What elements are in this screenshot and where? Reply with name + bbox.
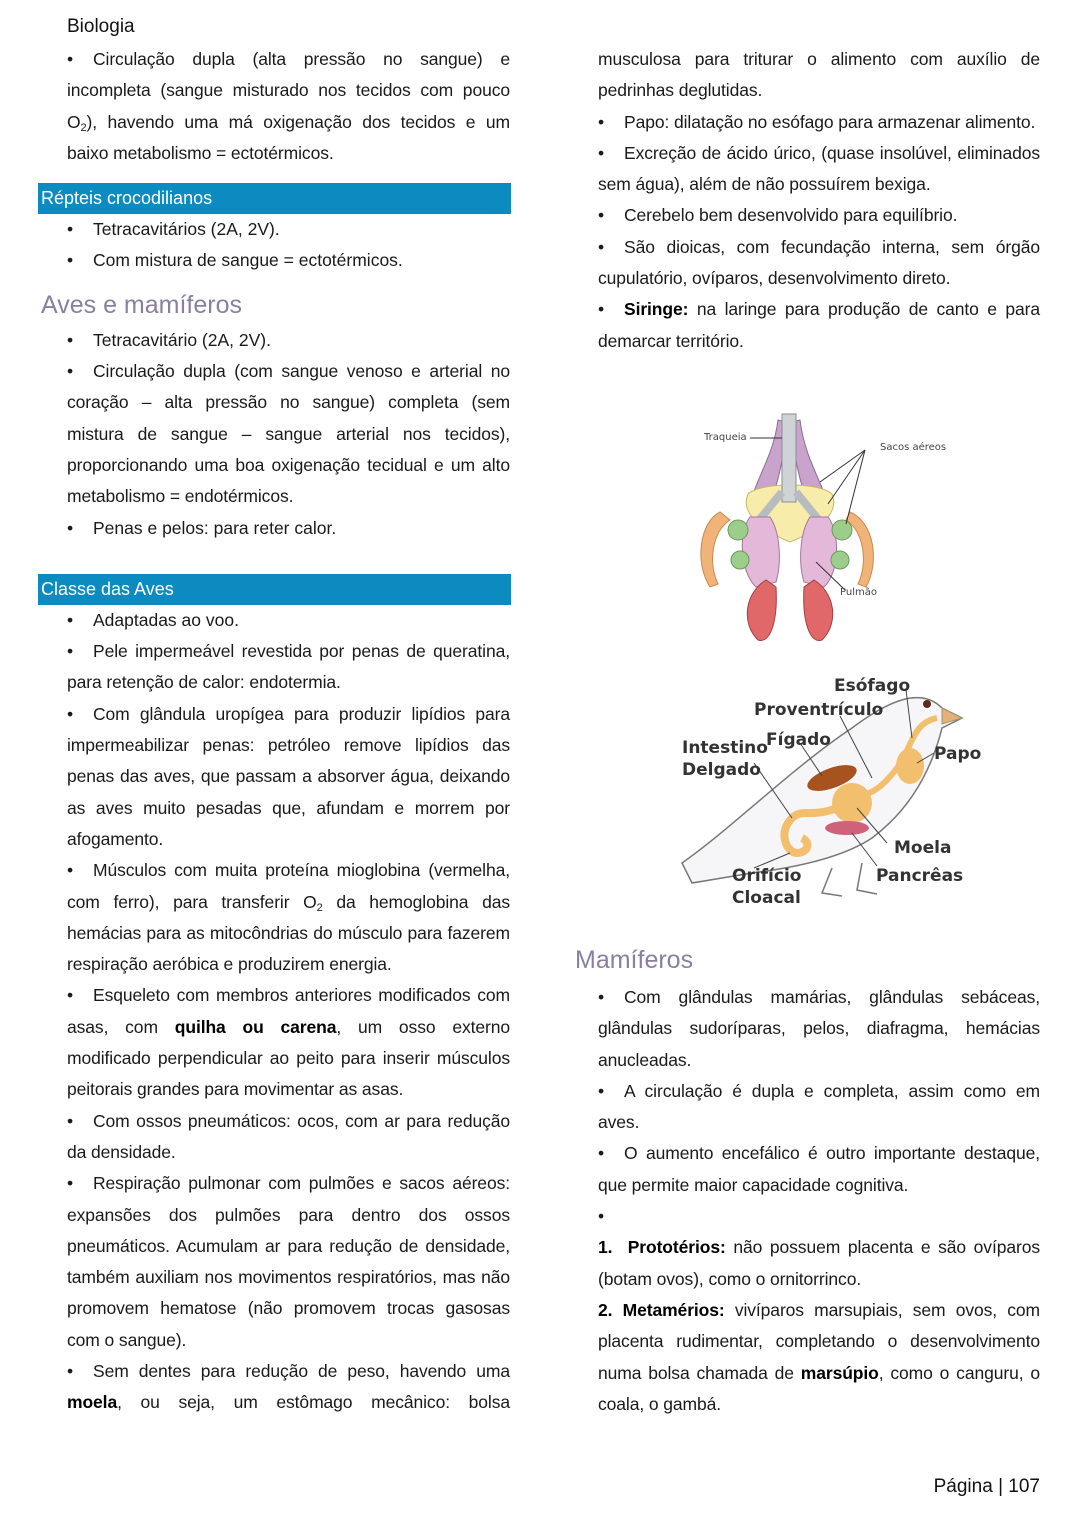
label-papo: Papo [934,744,982,764]
bullet-icon: • [598,987,605,1007]
bullet-icon: • [67,703,74,724]
list-item: • Com ossos pneumáticos: ocos, com ar para redução da densidade. [67,1106,510,1169]
label-esofago: Esófago [834,676,911,696]
list-item: • Esqueleto com membros anteriores modificados com asas, com quilha ou carena, um osso externo modificado perpendicular ao peito para inserir músculos peitorais grandes para movimentar as asas. [67,980,510,1105]
label-cloacal: Cloacal [732,888,801,908]
heading-aves-mamiferos: Aves e mamíferos [41,290,243,319]
bullet-icon: • [598,299,605,320]
bullet-icon: • [67,517,74,538]
label-figado: Fígado [766,730,831,750]
label-moela: Moela [894,838,952,858]
list-item: • O aumento encefálico é outro importante destaque, que permite maior capacidade cognitiva. [598,1138,1040,1201]
bullet-icon: • [598,142,605,163]
bullet-icon: • [67,1360,74,1381]
bullet-icon: • [598,1143,605,1164]
list-item: • Adaptadas ao voo. [38,605,510,636]
list-item: • Pele impermeável revestida por penas de queratina, para retenção de calor: endotermia. [67,636,510,699]
list-item: • Excreção de ácido úrico, (quase insolúvel, eliminados sem água), além de não possuírem bexiga. [598,138,1040,201]
left-column [38,44,510,1419]
label-pulmao: Pulmão [840,587,877,598]
footer-label: Página [933,1476,993,1497]
page-number: 107 [1008,1476,1040,1497]
list-item: • Músculos com muita proteína mioglobina (vermelha, com ferro), para transferir $O_2$ da hemoglobina das hemácias para as mitocôndrias do músculo para fazerem respiração aeróbica e produzirem energia. [67,855,510,980]
bullet-icon: • [598,1080,605,1101]
bullet-icon: • [67,1173,74,1194]
label-delgado: Delgado [682,760,761,780]
bullet-icon: • [67,985,74,1006]
empty-list-item [598,1201,1040,1232]
bullet-icon: • [67,609,74,630]
bullet-icon: • [598,111,605,132]
bullet-icon: • [67,250,74,271]
numbered-item-metamerios: 2. Metamérios: vivíparos marsupiais, sem ovos, com placenta rudimentar, completando o desenvolvimento numa bolsa chamada de marsúpio, como o canguru, o coala, o gambá. [598,1299,1040,1414]
list-item: • Com glândula uropígea para produzir lipídios para impermeabilizar penas: petróleo remove lipídios das penas das aves, que passam a absorver água, deixando as aves muito pesadas que, afundam e morrem por afogamento. [67,699,510,855]
list-item: • São dioicas, com fecundação interna, sem órgão cupulatório, ovíparos, desenvolvimento direto. [598,232,1040,295]
list-item: • Com mistura de sangue = ectotérmicos. [38,245,510,276]
list-item: • Respiração pulmonar com pulmões e sacos aéreos: expansões dos pulmões para dentro dos ossos pneumáticos. Acumulam ar para redução de densidade, também auxiliam nos movimentos respiratórios, mas não promovem hematose (não promovem trocas gasosas com o sangue). [67,1168,510,1356]
footer-separator: | [998,1476,1004,1497]
list-item: • Com glândulas mamárias, glândulas sebáceas, glândulas sudoríparas, pelos, diafragma, hemácias anucleadas. [598,982,1040,1076]
list-item: • Penas e pelos: para reter calor. [38,513,510,544]
label-intestino: Intestino [682,738,768,758]
list-item: • Tetracavitários (2A, 2V). [38,214,510,245]
heading-mamiferos: Mamíferos [575,946,694,974]
page-footer [934,1476,1040,1498]
bullet-icon: • [67,329,74,350]
bullet-icon: • [67,1110,74,1131]
bullet-icon: • [598,205,605,226]
mamiferos-section [572,940,1040,1420]
section-bar-repteis: Répteis crocodilianos [38,183,511,214]
intro-bullet: • Circulação dupla (alta pressão no sangue) e incompleta (sangue misturado nos tecidos com pouco $O_2$), havendo uma má oxigenação dos tecidos e um baixo metabolismo = ectotérmicos. [67,44,510,169]
bullet-icon: • [598,236,605,257]
list-item: • Circulação dupla (com sangue venoso e arterial no coração – alta pressão no sangue) completa (sem mistura de sangue – sangue arterial nos tecidos), proporcionando uma boa oxigenação tecidual e um alto metabolismo = endotérmicos. [67,356,510,512]
bullet-icon: • [67,219,74,240]
bullet-icon: • [67,860,74,881]
bullet-icon: • [598,1206,605,1227]
list-item: • Papo: dilatação no esófago para armazenar alimento. [598,107,1040,138]
bullet-icon: • [67,49,74,69]
list-item: • Cerebelo bem desenvolvido para equilíbrio. [598,200,1040,231]
figure-respiratory-system [690,412,960,647]
list-item: • A circulação é dupla e completa, assim como em aves. [598,1076,1040,1139]
bullet-icon: • [67,641,74,662]
label-proventriculo: Proventrículo [754,700,884,720]
section-bar-classe-aves: Classe das Aves [38,574,511,605]
right-column [572,44,1040,357]
label-sacos-aereos: Sacos aéreos [880,442,947,453]
continuation-text: musculosa para triturar o alimento com auxílio de pedrinhas deglutidas. [598,49,1040,101]
page-header-subject: Biologia [67,16,135,37]
label-pancreas: Pancrêas [876,866,964,886]
label-traqueia: Traqueia [704,432,747,443]
list-item: • Siringe: na laringe para produção de canto e para demarcar território. [598,294,1040,357]
figure-bird-digestive [672,668,992,916]
list-item: • Tetracavitário (2A, 2V). [38,325,510,356]
bullet-icon: • [67,361,74,382]
list-item: • Sem dentes para redução de peso, havendo uma moela, ou seja, um estômago mecânico: bolsa [67,1356,510,1419]
numbered-item-prototerios: 1. Prototérios: não possuem placenta e são ovíparos (botam ovos), como o ornitorrinco. [598,1237,1040,1289]
label-orificio: Orifício [732,866,802,886]
